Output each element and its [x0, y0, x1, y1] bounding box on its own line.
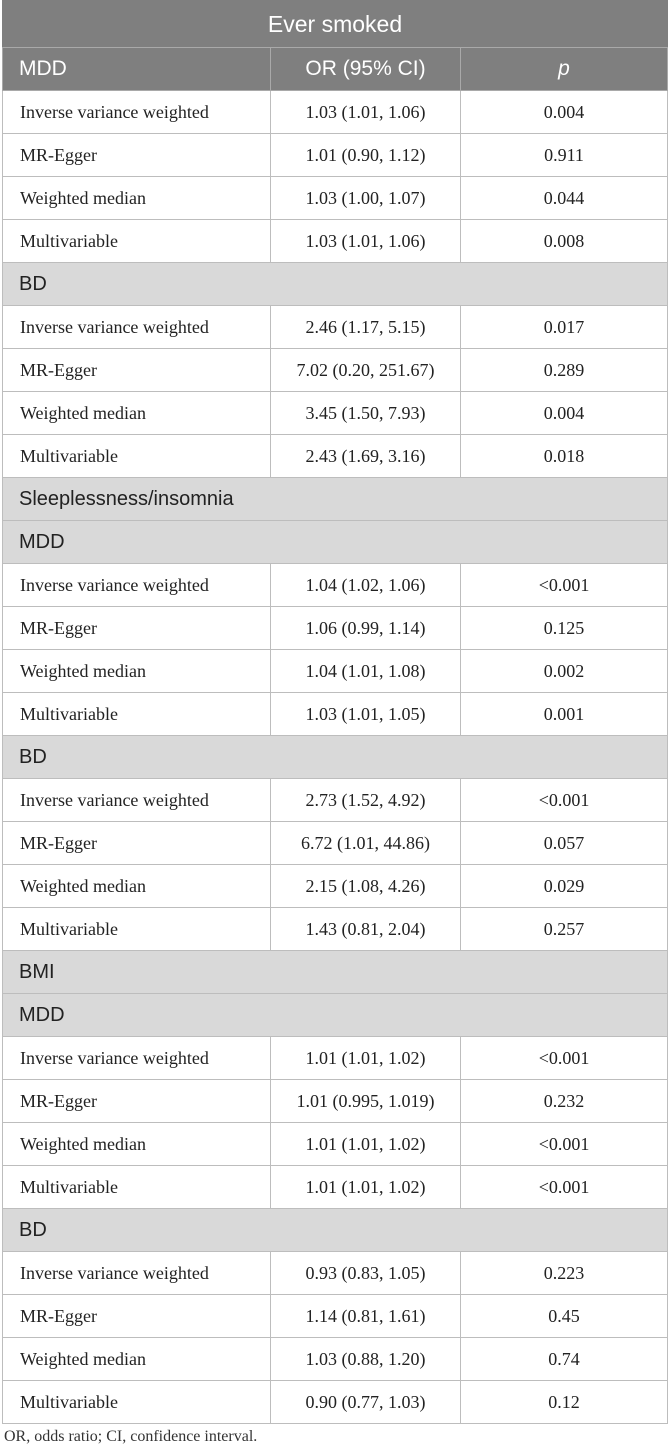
or-ci-cell: 7.02 (0.20, 251.67)	[271, 349, 461, 392]
p-value-cell: 0.12	[461, 1381, 668, 1424]
table-row	[3, 607, 668, 650]
or-ci-cell: 6.72 (1.01, 44.86)	[271, 822, 461, 865]
group-row	[3, 521, 668, 564]
or-ci-cell: 3.45 (1.50, 7.93)	[271, 392, 461, 435]
or-ci-cell: 1.01 (1.01, 1.02)	[271, 1037, 461, 1080]
p-value-cell: 0.74	[461, 1338, 668, 1381]
p-value-cell: 0.257	[461, 908, 668, 951]
p-value-cell: 0.004	[461, 91, 668, 134]
column-header-outcome: MDD	[3, 48, 271, 91]
table-row	[3, 779, 668, 822]
column-header-p: p	[461, 48, 668, 91]
table-row	[3, 693, 668, 736]
method-cell: Inverse variance weighted	[3, 564, 271, 607]
method-cell: Multivariable	[3, 435, 271, 478]
table-row	[3, 650, 668, 693]
table-title: Ever smoked	[3, 1, 668, 48]
method-cell: Multivariable	[3, 220, 271, 263]
table-row	[3, 1166, 668, 1209]
table-row	[3, 1037, 668, 1080]
table-row	[3, 220, 668, 263]
or-ci-cell: 1.01 (0.995, 1.019)	[271, 1080, 461, 1123]
or-ci-cell: 1.01 (1.01, 1.02)	[271, 1166, 461, 1209]
p-value-cell: 0.004	[461, 392, 668, 435]
table-row	[3, 1252, 668, 1295]
p-value-cell: <0.001	[461, 1166, 668, 1209]
method-cell: Multivariable	[3, 908, 271, 951]
p-value-cell: 0.125	[461, 607, 668, 650]
or-ci-cell: 1.03 (1.01, 1.06)	[271, 91, 461, 134]
or-ci-cell: 1.03 (0.88, 1.20)	[271, 1338, 461, 1381]
method-cell: MR-Egger	[3, 1295, 271, 1338]
method-cell: Multivariable	[3, 693, 271, 736]
table-row	[3, 1295, 668, 1338]
or-ci-cell: 1.04 (1.01, 1.08)	[271, 650, 461, 693]
p-value-cell: 0.017	[461, 306, 668, 349]
method-cell: MR-Egger	[3, 349, 271, 392]
p-value-cell: 0.002	[461, 650, 668, 693]
group-row	[3, 994, 668, 1037]
method-cell: Weighted median	[3, 1338, 271, 1381]
table-row	[3, 91, 668, 134]
p-value-cell: <0.001	[461, 1123, 668, 1166]
or-ci-cell: 1.03 (1.01, 1.06)	[271, 220, 461, 263]
or-ci-cell: 2.73 (1.52, 4.92)	[271, 779, 461, 822]
or-ci-cell: 2.43 (1.69, 3.16)	[271, 435, 461, 478]
method-cell: Multivariable	[3, 1166, 271, 1209]
method-cell: Inverse variance weighted	[3, 1037, 271, 1080]
group-label: BMI	[3, 951, 668, 994]
method-cell: Weighted median	[3, 177, 271, 220]
group-label: MDD	[3, 521, 668, 564]
column-header-row	[3, 48, 668, 91]
p-value-cell: 0.223	[461, 1252, 668, 1295]
p-value-cell: 0.044	[461, 177, 668, 220]
table-row	[3, 822, 668, 865]
p-value-cell: 0.001	[461, 693, 668, 736]
p-value-cell: 0.029	[461, 865, 668, 908]
method-cell: Inverse variance weighted	[3, 779, 271, 822]
p-value-cell: 0.911	[461, 134, 668, 177]
method-cell: Inverse variance weighted	[3, 306, 271, 349]
table-row	[3, 177, 668, 220]
column-header-or: OR (95% CI)	[271, 48, 461, 91]
table-row	[3, 564, 668, 607]
results-table	[2, 0, 668, 1424]
or-ci-cell: 2.46 (1.17, 5.15)	[271, 306, 461, 349]
p-value-cell: 0.232	[461, 1080, 668, 1123]
or-ci-cell: 2.15 (1.08, 4.26)	[271, 865, 461, 908]
method-cell: Weighted median	[3, 392, 271, 435]
p-value-cell: 0.057	[461, 822, 668, 865]
group-row	[3, 478, 668, 521]
or-ci-cell: 1.43 (0.81, 2.04)	[271, 908, 461, 951]
p-value-cell: 0.289	[461, 349, 668, 392]
method-cell: Weighted median	[3, 1123, 271, 1166]
or-ci-cell: 1.06 (0.99, 1.14)	[271, 607, 461, 650]
or-ci-cell: 0.90 (0.77, 1.03)	[271, 1381, 461, 1424]
method-cell: Weighted median	[3, 865, 271, 908]
table-row	[3, 349, 668, 392]
table-row	[3, 908, 668, 951]
or-ci-cell: 1.03 (1.01, 1.05)	[271, 693, 461, 736]
table-row	[3, 306, 668, 349]
group-label: Sleeplessness/insomnia	[3, 478, 668, 521]
method-cell: Inverse variance weighted	[3, 1252, 271, 1295]
table-row	[3, 1338, 668, 1381]
p-value-cell: 0.45	[461, 1295, 668, 1338]
table-body	[3, 91, 668, 1424]
table-row	[3, 134, 668, 177]
method-cell: Weighted median	[3, 650, 271, 693]
group-row	[3, 951, 668, 994]
group-row	[3, 263, 668, 306]
table-title-row	[3, 1, 668, 48]
method-cell: MR-Egger	[3, 822, 271, 865]
group-row	[3, 736, 668, 779]
method-cell: Multivariable	[3, 1381, 271, 1424]
or-ci-cell: 1.01 (0.90, 1.12)	[271, 134, 461, 177]
group-row	[3, 1209, 668, 1252]
table-row	[3, 1080, 668, 1123]
table-row	[3, 1381, 668, 1424]
group-label: BD	[3, 736, 668, 779]
method-cell: MR-Egger	[3, 607, 271, 650]
or-ci-cell: 1.14 (0.81, 1.61)	[271, 1295, 461, 1338]
method-cell: MR-Egger	[3, 134, 271, 177]
table-row	[3, 1123, 668, 1166]
table-row	[3, 392, 668, 435]
or-ci-cell: 1.04 (1.02, 1.06)	[271, 564, 461, 607]
table-row	[3, 435, 668, 478]
p-value-cell: <0.001	[461, 779, 668, 822]
table-footnote: OR, odds ratio; CI, confidence interval.	[4, 1428, 258, 1445]
method-cell: Inverse variance weighted	[3, 91, 271, 134]
group-label: MDD	[3, 994, 668, 1037]
p-value-cell: 0.008	[461, 220, 668, 263]
method-cell: MR-Egger	[3, 1080, 271, 1123]
group-label: BD	[3, 1209, 668, 1252]
table-row	[3, 865, 668, 908]
group-label: BD	[3, 263, 668, 306]
p-value-cell: <0.001	[461, 564, 668, 607]
or-ci-cell: 1.03 (1.00, 1.07)	[271, 177, 461, 220]
p-value-cell: 0.018	[461, 435, 668, 478]
p-value-cell: <0.001	[461, 1037, 668, 1080]
or-ci-cell: 1.01 (1.01, 1.02)	[271, 1123, 461, 1166]
or-ci-cell: 0.93 (0.83, 1.05)	[271, 1252, 461, 1295]
